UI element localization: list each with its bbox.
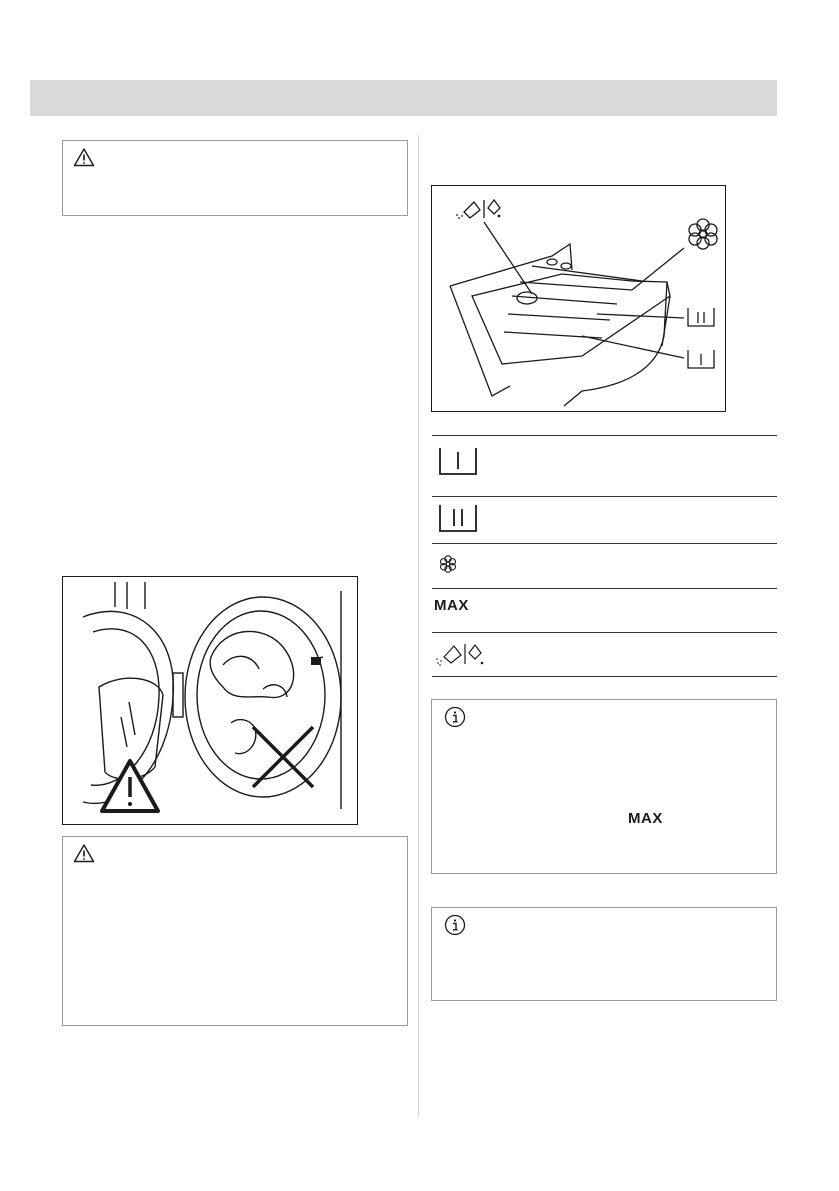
info-circle-icon [444, 706, 466, 728]
symbol-row-flap [432, 632, 777, 677]
compartment-I-icon [436, 444, 480, 478]
flower-icon [438, 554, 458, 574]
symbol-row-compartment-1 [432, 435, 777, 496]
symbol-row-max [432, 588, 777, 632]
info-circle-icon [444, 914, 466, 936]
symbol-row-compartment-2 [432, 496, 777, 543]
powder-liquid-flap-icon [434, 641, 486, 667]
detergent-dispenser-illustration [432, 186, 726, 412]
warning-box-top [62, 140, 408, 216]
door-figure [62, 576, 358, 825]
column-divider [418, 135, 419, 1117]
flower-icon [689, 219, 717, 249]
warning-triangle-icon [73, 147, 95, 167]
section-header-bar [30, 80, 777, 116]
symbol-row-softener [432, 543, 777, 588]
max-inline-label: MAX [628, 810, 663, 827]
door-laundry-illustration [63, 577, 358, 825]
warning-triangle-icon [73, 843, 95, 863]
warning-box-bottom [62, 836, 408, 1026]
max-level-label: MAX [434, 597, 469, 614]
dispenser-figure [431, 185, 726, 412]
compartment-symbol-table [432, 435, 777, 677]
info-box-2 [431, 907, 777, 1001]
info-box-1 [431, 699, 777, 874]
compartment-II-icon [436, 501, 480, 535]
